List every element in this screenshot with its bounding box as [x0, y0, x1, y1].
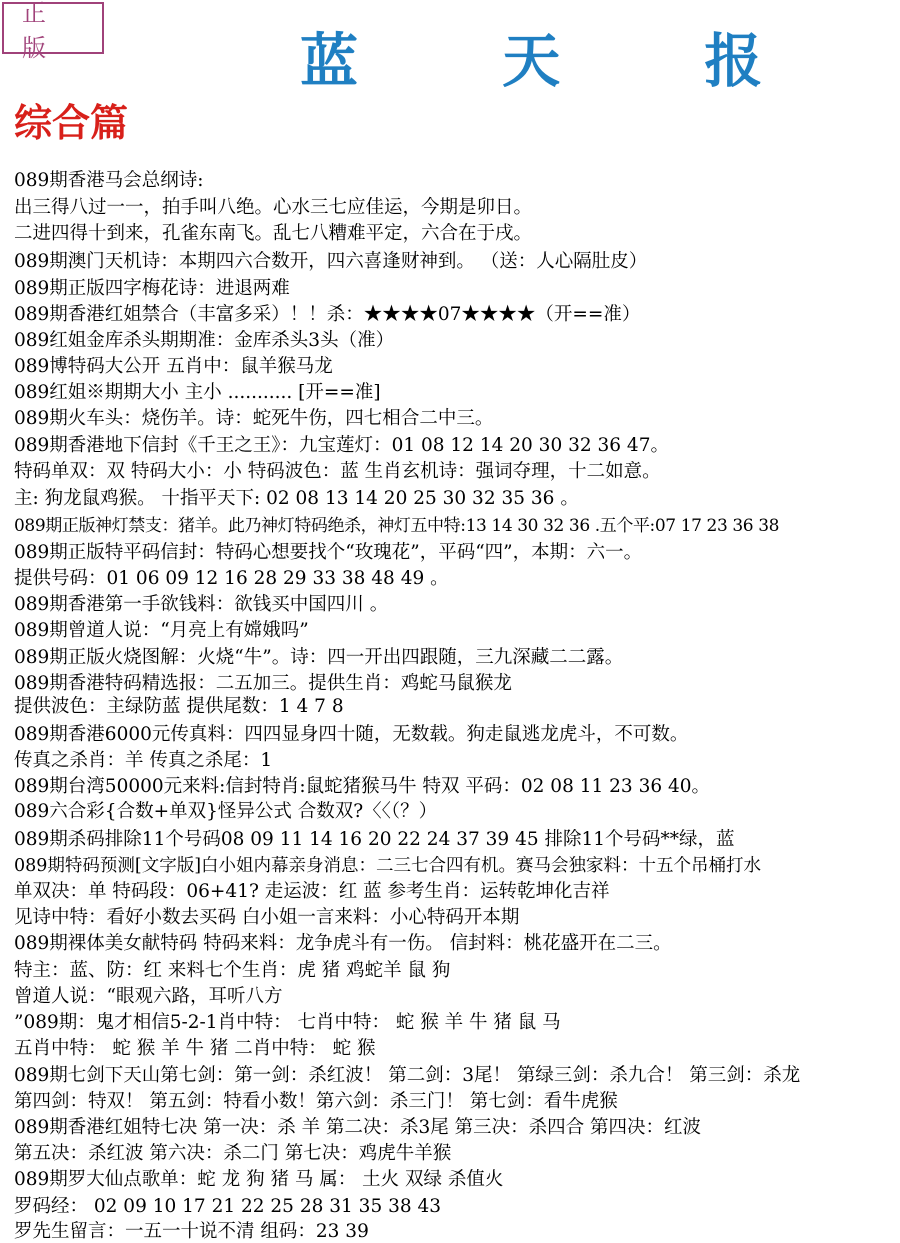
text-line: 089期火车头：烧伤羊。诗：蛇死牛伤，四七相合二中三。	[14, 408, 494, 429]
text-line: 089红姐※期期大小 主小 ........... [开==准]	[14, 382, 381, 403]
text-line: 089期正版神灯禁支：猪羊。此乃神灯特码绝杀，神灯五中特:13 14 30 32 36 .五个平:07 17 23 36 38	[14, 516, 780, 536]
text-line: 罗先生留言：一五一十说不清 组码：23 39	[14, 1221, 369, 1242]
text-line: 主: 狗龙鼠鸡猴。 十指平天下: 02 08 13 14 20 25 30 32 35 36 。	[14, 488, 579, 509]
text-line: 特码单双：双 特码大小：小 特码波色：蓝 生肖玄机诗：强词夺理，十二如意。	[14, 461, 661, 482]
text-line: 二进四得十到来，孔雀东南飞。乱七八糟难平定，六合在于戌。	[14, 223, 533, 244]
text-line: 提供波色：主绿防蓝 提供尾数：1 4 7 8	[14, 696, 344, 717]
text-line: 特主：蓝、防：红 来料七个生肖：虎 猪 鸡蛇羊 鼠 狗	[14, 960, 451, 981]
text-line: 曾道人说：“眼观六路，耳听八方	[14, 986, 283, 1007]
text-line: 089期正版四字梅花诗：进退两难	[14, 278, 290, 299]
page-title: 蓝 天 报	[300, 27, 825, 95]
text-line: 089红姐金库杀头期期准：金库杀头3头（准）	[14, 330, 395, 351]
text-line: 089博特码大公开 五肖中：鼠羊猴马龙	[14, 356, 333, 377]
text-line: 089期香港红姐禁合（丰富多采）！！杀：★★★★07★★★★（开==准）	[14, 304, 641, 325]
text-line: 089期杀码排除11个号码08 09 11 14 16 20 22 24 37 39 45 排除11个号码**绿，蓝	[14, 829, 735, 850]
section-heading: 综合篇	[14, 100, 129, 145]
text-line: 089期曾道人说：“月亮上有嫦娥吗”	[14, 620, 309, 641]
text-line: 传真之杀肖：羊 传真之杀尾：1	[14, 750, 273, 771]
text-line: 089期正版火烧图解：火烧“牛”。诗：四一开出四跟随，三九深藏二二露。	[14, 647, 624, 668]
text-line: 089期澳门天机诗：本期四六合数开，四六喜逢财神到。 （送：人心隔肚皮）	[14, 251, 648, 272]
text-line: 五肖中特： 蛇 猴 羊 牛 猪 二肖中特： 蛇 猴	[14, 1038, 376, 1059]
authentic-badge: 正 版	[2, 2, 104, 54]
text-line: 089期香港马会总纲诗:	[14, 170, 204, 191]
text-line: 见诗中特：看好小数去买码 白小姐一言来料：小心特码开本期	[14, 907, 520, 928]
text-line: 089期罗大仙点歌单：蛇 龙 狗 猪 马 属： 土火 双绿 杀值火	[14, 1169, 504, 1190]
text-line: 出三得八过一一，拍手叫八绝。心水三七应佳运，今期是卯日。	[14, 197, 533, 218]
text-line: 089期台湾50000元来料:信封特肖:鼠蛇猪猴马牛 特双 平码：02 08 11 23 36 40。	[14, 776, 711, 797]
text-line: ”089期：鬼才相信5-2-1肖中特： 七肖中特： 蛇 猴 羊 牛 猪 鼠 马	[14, 1012, 561, 1033]
text-line: 089期香港特码精选报：二五加三。提供生肖：鸡蛇马鼠猴龙	[14, 673, 512, 694]
text-line: 089期裸体美女献特码 特码来料：龙争虎斗有一伤。 信封料：桃花盛开在二三。	[14, 933, 672, 954]
text-line: 提供号码：01 06 09 12 16 28 29 33 38 48 49 。	[14, 568, 449, 589]
text-line: 第四剑：特双！ 第五剑：特看小数！第六剑：杀三门！ 第七剑：看牛虎猴	[14, 1091, 618, 1112]
text-line: 089期香港第一手欲钱料：欲钱买中国四川 。	[14, 594, 389, 615]
text-line: 089期香港红姐特七决 第一决：杀 羊 第二决：杀3尾 第三决：杀四合 第四决：红波	[14, 1117, 701, 1138]
text-line: 单双决：单 特码段：06+41? 走运波：红 蓝 参考生肖：运转乾坤化吉祥	[14, 881, 610, 902]
text-line: 089期正版特平码信封：特码心想要找个“玫瑰花”，平码“四”，本期：六一。	[14, 542, 643, 563]
text-line: 089期特码预测[文字版]白小姐内幕亲身消息：二三七合四有机。赛马会独家料：十五个吊桶打水	[14, 856, 762, 876]
text-line: 罗码经： 02 09 10 17 21 22 25 28 31 35 38 43	[14, 1196, 442, 1217]
text-line: 089期七剑下天山第七剑：第一剑：杀红波！ 第二剑：3尾！ 第绿三剑：杀九合！ 第三剑：杀龙	[14, 1065, 801, 1086]
text-line: 089六合彩{合数+单双}怪异公式 合数双?〈〈（？）	[14, 801, 438, 822]
text-line: 第五决：杀红波 第六决：杀二门 第七决：鸡虎牛羊猴	[14, 1143, 452, 1164]
text-line: 089期香港地下信封《千王之王》：九宝莲灯：01 08 12 14 20 30 32 36 47。	[14, 435, 669, 456]
text-line: 089期香港6000元传真料：四四显身四十随，无数载。狗走鼠逃龙虎斗，不可数。	[14, 724, 689, 745]
